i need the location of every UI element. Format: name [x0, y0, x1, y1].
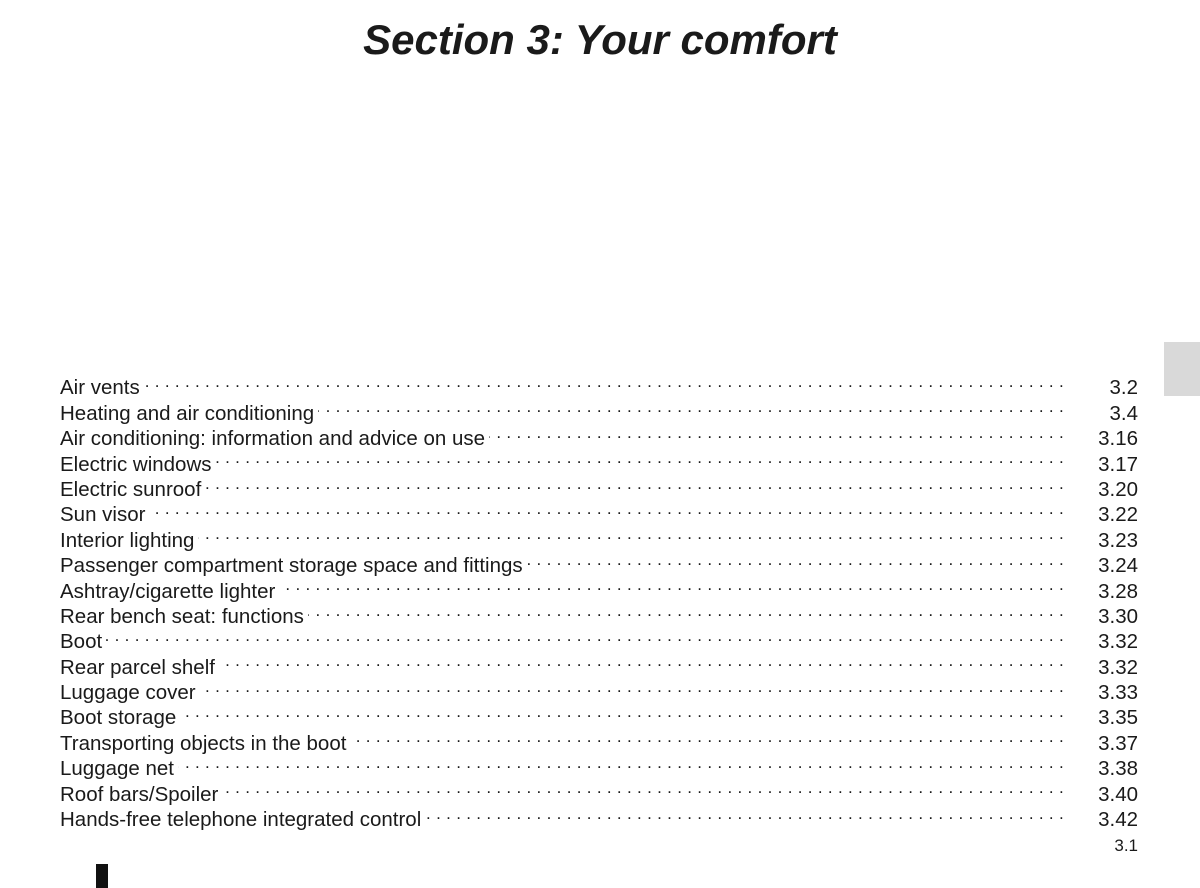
toc-entry-luggage-net[interactable] [60, 750, 1138, 781]
toc-entry-air-vents[interactable] [60, 369, 1138, 400]
toc-entry-rear-parcel-shelf[interactable] [60, 648, 1138, 679]
toc-entry-label: Roof bars/Spoiler [60, 782, 219, 806]
dot-leader [198, 521, 1064, 546]
toc-entry-label: Rear bench seat: functions [60, 604, 304, 628]
toc-entry-electric-windows[interactable] [60, 445, 1138, 476]
toc-entry-label: Hands-free telephone integrated control [60, 808, 422, 832]
toc-entry-page: 3.23 [1098, 528, 1138, 552]
toc-entry-page: 3.32 [1098, 630, 1138, 654]
toc-entry-transporting-objects[interactable] [60, 724, 1138, 755]
toc-entry-label: Heating and air conditioning [60, 401, 315, 425]
dot-leader [216, 445, 1064, 470]
dot-leader [350, 724, 1064, 749]
toc-entry-page: 3.17 [1098, 452, 1138, 476]
toc-entry-label: Rear parcel shelf [60, 655, 215, 679]
toc-entry-label: Ashtray/cigarette lighter [60, 579, 276, 603]
toc-entry-page: 3.33 [1098, 681, 1138, 705]
toc-entry-label: Transporting objects in the boot [60, 731, 347, 755]
section-thumb-tab [1164, 342, 1200, 396]
dot-leader [144, 369, 1064, 394]
dot-leader [489, 420, 1064, 445]
dot-leader [178, 750, 1064, 775]
toc-entry-label: Electric sunroof [60, 477, 202, 501]
toc-entry-label: Electric windows [60, 452, 212, 476]
toc-entry-page: 3.32 [1098, 655, 1138, 679]
toc-entry-page: 3.28 [1098, 579, 1138, 603]
dot-leader [205, 471, 1064, 496]
toc-entry-page: 3.35 [1098, 706, 1138, 730]
toc-entry-page: 3.4 [1109, 401, 1138, 425]
dot-leader [527, 547, 1064, 572]
toc-entry-page: 3.22 [1098, 503, 1138, 527]
dot-leader [219, 648, 1064, 673]
toc-entry-boot-storage[interactable] [60, 699, 1138, 730]
toc-entry-heating[interactable] [60, 394, 1138, 425]
toc-entry-page: 3.38 [1098, 757, 1138, 781]
toc-entry-page: 3.20 [1098, 477, 1138, 501]
toc-entry-page: 3.37 [1098, 731, 1138, 755]
toc-entry-label: Air conditioning: information and advice on use [60, 427, 486, 451]
toc-entry-page: 3.42 [1098, 808, 1138, 832]
section-title: Section 3: Your comfort [363, 16, 837, 63]
dot-leader [180, 699, 1064, 724]
page-number: 3.1 [1114, 836, 1138, 855]
toc-entry-interior-lighting[interactable] [60, 521, 1138, 552]
toc-entry-label: Interior lighting [60, 528, 195, 552]
toc-entry-boot[interactable] [60, 623, 1138, 654]
dot-leader [149, 496, 1064, 521]
toc-entry-label: Boot [60, 630, 103, 654]
dot-leader [425, 801, 1064, 826]
table-of-contents [60, 369, 1138, 832]
toc-entry-roof-bars[interactable] [60, 775, 1138, 806]
toc-entry-page: 3.16 [1098, 427, 1138, 451]
toc-entry-label: Boot storage [60, 706, 177, 730]
toc-entry-page: 3.40 [1098, 782, 1138, 806]
toc-entry-label: Luggage cover [60, 681, 196, 705]
toc-entry-label: Sun visor [60, 503, 146, 527]
toc-entry-page: 3.30 [1098, 604, 1138, 628]
toc-entry-luggage-cover[interactable] [60, 674, 1138, 705]
toc-entry-sun-visor[interactable] [60, 496, 1138, 527]
toc-entry-storage-space[interactable] [60, 547, 1138, 578]
toc-entry-label: Air vents [60, 376, 140, 400]
dot-leader [318, 394, 1064, 419]
dot-leader [279, 572, 1064, 597]
toc-entry-label: Luggage net [60, 757, 175, 781]
toc-entry-electric-sunroof[interactable] [60, 471, 1138, 501]
toc-entry-page: 3.2 [1109, 376, 1138, 400]
toc-entry-label: Passenger compartment storage space and fittings [60, 554, 523, 578]
dot-leader [222, 775, 1064, 800]
toc-entry-page: 3.24 [1098, 554, 1138, 578]
dot-leader [308, 598, 1064, 623]
dot-leader [106, 623, 1064, 648]
crop-mark [96, 864, 108, 888]
dot-leader [200, 674, 1064, 699]
